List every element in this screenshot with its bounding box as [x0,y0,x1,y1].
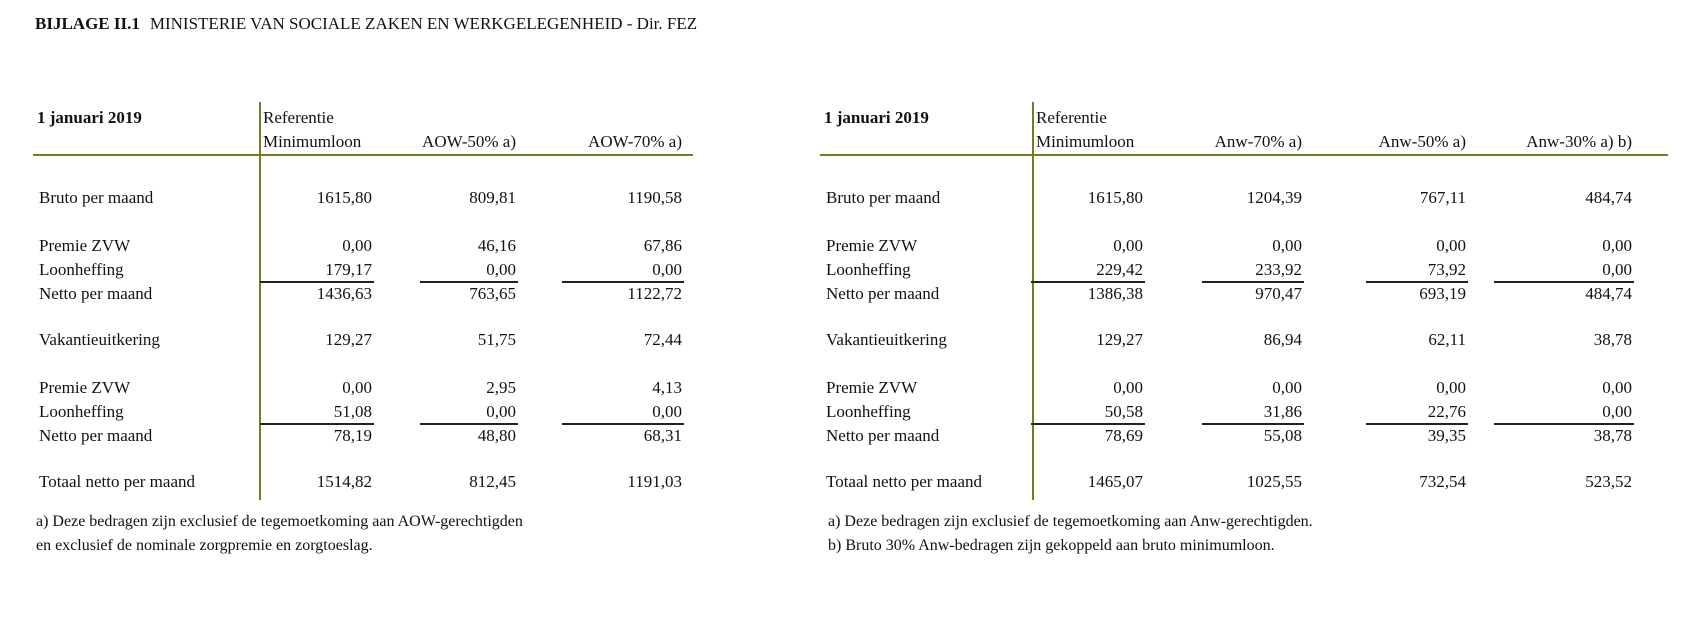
subtotal-underline [420,281,518,283]
note-line: a) Deze bedragen zijn exclusief de tegemoetkoming aan AOW-gerechtigden [36,513,523,530]
row-label: Loonheffing [826,260,911,279]
table-cell: 523,52 [1585,472,1632,491]
table-cell: 1122,72 [627,284,682,303]
table-cell: 0,00 [1272,236,1302,255]
table-cell: 809,81 [469,188,516,207]
row-label: Totaal netto per maand [826,472,982,491]
table-cell: 78,69 [1104,426,1143,445]
table-cell: 46,16 [477,236,516,255]
table-cell: 0,00 [342,378,372,397]
table-cell: 2,95 [486,378,516,397]
subtotal-underline [1031,281,1145,283]
column-header-line2: Minimumloon [263,132,362,151]
table-cell: 67,86 [643,236,682,255]
row-label: Premie ZVW [39,236,131,255]
note-line: b) Bruto 30% Anw-bedragen zijn gekoppeld aan bruto minimumloon. [828,537,1275,554]
table-cell: 48,80 [477,426,516,445]
table-cell: 50,58 [1104,402,1143,421]
table-cell: 767,11 [1419,188,1466,207]
table-cell: 0,00 [1113,236,1143,255]
table-cell: 0,00 [1602,402,1632,421]
note-line: a) Deze bedragen zijn exclusief de tegemoetkoming aan Anw-gerechtigden. [828,513,1313,530]
row-label: Totaal netto per maand [39,472,195,491]
column-header: AOW-70% a) [588,132,682,151]
table-cell: 1386,38 [1087,284,1143,303]
table-cell: 62,11 [1428,330,1466,349]
table-cell: 179,17 [325,260,372,279]
note-line: en exclusief de nominale zorgpremie en zorgtoeslag. [36,537,373,554]
subtotal-underline [1031,423,1145,425]
table-cell: 1436,63 [316,284,372,303]
row-label: Netto per maand [39,284,153,303]
subtotal-underline [1494,423,1634,425]
table-cell: 73,92 [1427,260,1466,279]
table-cell: 129,27 [325,330,372,349]
table-aow [33,108,743,532]
table-cell: 38,78 [1593,426,1632,445]
notes-aow [36,510,523,558]
row-label: Premie ZVW [39,378,131,397]
table-cell: 1514,82 [316,472,372,491]
row-label: Bruto per maand [826,188,941,207]
column-header: Anw-50% a) [1378,132,1466,151]
table-cell: 763,65 [469,284,516,303]
row-label: Bruto per maand [39,188,154,207]
table-cell: 51,75 [477,330,516,349]
subtotal-underline [1494,281,1634,283]
row-label: Premie ZVW [826,378,918,397]
table-date: 1 januari 2019 [37,108,142,127]
table-cell: 693,19 [1419,284,1466,303]
table-cell: 78,19 [333,426,372,445]
subtotal-underline [562,423,684,425]
table-cell: 1204,39 [1246,188,1302,207]
table-cell: 732,54 [1419,472,1466,491]
table-cell: 229,42 [1096,260,1143,279]
header-rule [820,154,1668,156]
table-cell: 0,00 [652,402,682,421]
table-cell: 0,00 [1602,260,1632,279]
row-label: Netto per maand [826,284,940,303]
header-title: MINISTERIE VAN SOCIALE ZAKEN EN WERKGELEGENHEID - Dir. FEZ [149,14,698,33]
table-cell: 1615,80 [1087,188,1143,207]
table-cell: 51,08 [333,402,372,421]
table-cell: 484,74 [1585,284,1632,303]
table-cell: 39,35 [1427,426,1466,445]
row-label: Loonheffing [826,402,911,421]
subtotal-underline [1366,281,1468,283]
subtotal-underline [562,281,684,283]
table-cell: 1190,58 [627,188,682,207]
table-cell: 233,92 [1255,260,1302,279]
notes-anw [828,510,1313,558]
row-label: Vakantieuitkering [826,330,947,349]
table-cell: 1025,55 [1246,472,1302,491]
row-label: Vakantieuitkering [39,330,160,349]
table-cell: 0,00 [1436,378,1466,397]
table-cell: 484,74 [1585,188,1632,207]
document-header [35,14,697,34]
row-label: Loonheffing [39,260,124,279]
table-cell: 0,00 [1113,378,1143,397]
table-cell: 22,76 [1427,402,1466,421]
table-cell: 86,94 [1263,330,1302,349]
table-cell: 0,00 [342,236,372,255]
table-cell: 55,08 [1263,426,1302,445]
table-cell: 0,00 [652,260,682,279]
row-label: Netto per maand [826,426,940,445]
table-cell: 1191,03 [627,472,682,491]
table-cell: 129,27 [1096,330,1143,349]
column-header-line1: Referentie [1036,108,1107,127]
table-date: 1 januari 2019 [824,108,929,127]
table-cell: 0,00 [1602,236,1632,255]
table-cell: 0,00 [486,260,516,279]
table-cell: 970,47 [1255,284,1302,303]
table-cell: 0,00 [486,402,516,421]
table-cell: 0,00 [1436,236,1466,255]
column-header: Anw-70% a) [1214,132,1302,151]
table-cell: 812,45 [469,472,516,491]
table-cell: 72,44 [643,330,682,349]
table-cell: 68,31 [643,426,682,445]
table-cell: 31,86 [1263,402,1302,421]
table-cell: 38,78 [1593,330,1632,349]
header-rule [33,154,693,156]
row-label: Netto per maand [39,426,153,445]
subtotal-underline [1202,281,1304,283]
row-label: Premie ZVW [826,236,918,255]
column-header-line2: Minimumloon [1036,132,1135,151]
column-header: AOW-50% a) [422,132,516,151]
table-cell: 0,00 [1602,378,1632,397]
table-anw [820,108,1668,532]
row-label: Loonheffing [39,402,124,421]
table-cell: 4,13 [652,378,682,397]
subtotal-underline [420,423,518,425]
column-header-line1: Referentie [263,108,334,127]
column-header: Anw-30% a) b) [1526,132,1632,151]
subtotal-underline [1202,423,1304,425]
table-cell: 1465,07 [1087,472,1143,491]
subtotal-underline [1366,423,1468,425]
subtotal-underline [260,281,374,283]
subtotal-underline [260,423,374,425]
table-cell: 0,00 [1272,378,1302,397]
header-label: BIJLAGE II.1 [35,14,140,33]
table-cell: 1615,80 [316,188,372,207]
